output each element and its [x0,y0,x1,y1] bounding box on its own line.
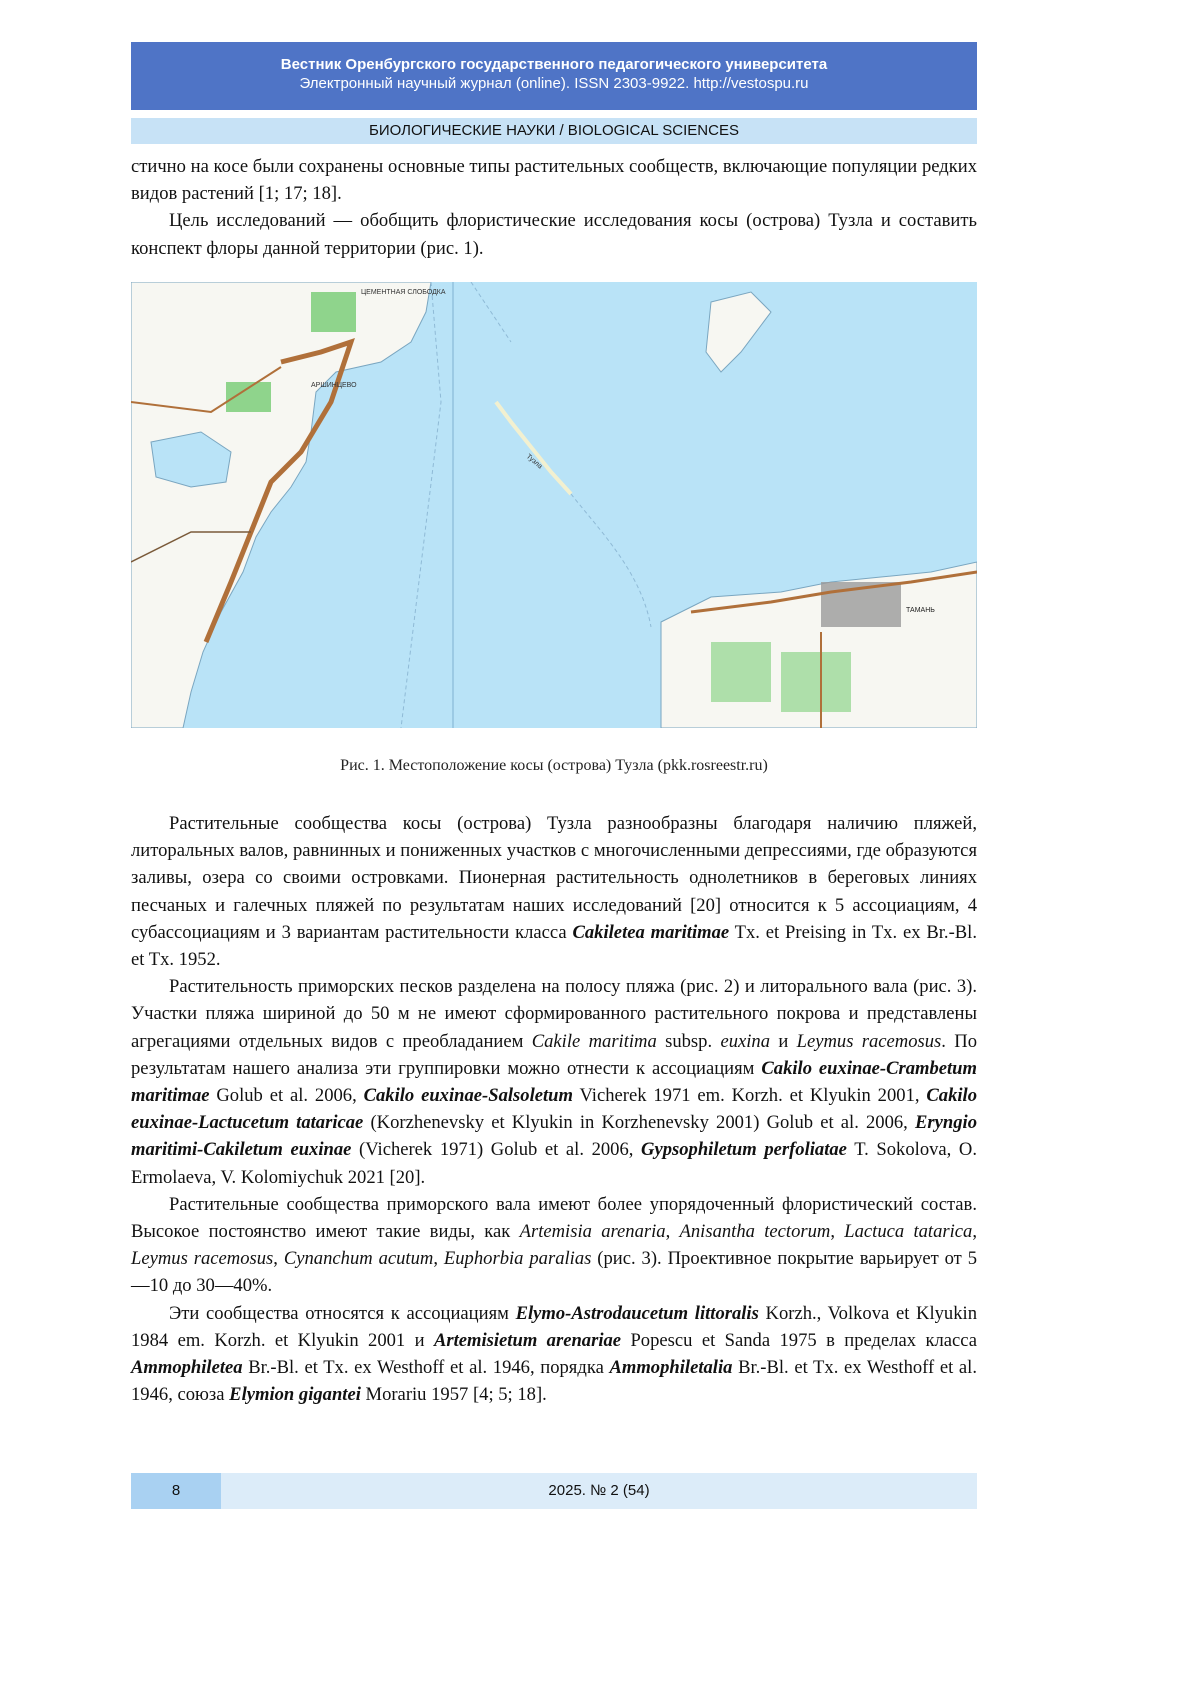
journal-subtitle: Электронный научный журнал (online). ISSN 2303-9922. http://vestospu.ru [299,75,809,92]
text-run: Растительность приморских песков разделена на полосу пляжа (рис. 2) и литорального вала (рис. 3). Участки пляжа шириной до 50 м не имеют сформированного растительного покрова и представлены агрегациями отдельных видов с преобладанием [131,976,977,1052]
body-paragraph-1 [131,810,977,973]
text-run: Golub et al. 2006, [209,1085,364,1107]
taxon-name: Artemisietum arenariae [433,1329,622,1351]
taxon-name: Cakilo euxinae-Crambetum maritimae [131,1057,977,1107]
page-number: 8 [131,1473,221,1509]
text-run: . По результатам нашего анализа эти группировки можно отнести к ассоциациям [131,1030,977,1079]
green-field [781,652,851,712]
text-run: , [830,1221,845,1243]
species-name: Cynanchum acutum [283,1248,434,1270]
text-run: T. Sokolova, O. Ermolaeva, V. Kolomiychuk 2021 [20]. [131,1139,977,1188]
text-run: Br.-Bl. et Tx. ex Westhoff et al. 1946, порядка [242,1357,610,1379]
text-run: Растительные сообщества приморского вала имеют более упорядоченный флористический состав. Высокое постоянство имеют такие виды, как [131,1193,977,1243]
taxon-name: Eryngio maritimi-Cakiletum euxinae [131,1112,977,1161]
text-run: (рис. 3). Проективное покрытие варьирует от 5—10 до 30—40%. [131,1248,978,1297]
text-run: subsp. [656,1030,721,1052]
body-text [131,810,977,1408]
section-heading: БИОЛОГИЧЕСКИЕ НАУКИ / BIOLOGICAL SCIENCES [131,118,977,144]
intro-paragraph-1: стично на косе были сохранены основные типы растительных сообществ, включающие популяции редких видов растений [1; 17; 18]. [131,156,977,205]
map-label-east: ТАМАНЬ [906,607,935,614]
species-name: Leymus racemosus [796,1030,942,1052]
taxon-name: Cakiletea maritimae [572,921,730,943]
text-run: , [972,1221,977,1243]
figure-map [131,282,977,728]
taxon-name: Gypsophiletum perfoliatae [641,1139,847,1161]
taxon-name: Cakilo euxinae-Lactucetum tataricae [131,1085,977,1134]
text-run: , [273,1248,284,1270]
text-run: Br.-Bl. et Tx. ex Westhoff et al. 1946, союза [131,1357,977,1406]
species-name: Leymus racemosus [131,1248,274,1270]
taxon-name: Ammophiletalia [609,1357,733,1379]
species-name: Anisantha tectorum [679,1221,831,1243]
text-run: Popescu et Sanda 1975 в пределах класса [621,1329,977,1351]
intro-text [131,153,977,262]
species-name: Artemisia arenaria [519,1221,666,1243]
species-name: euxina [720,1030,771,1052]
taxon-name: Ammophiletea [131,1357,243,1379]
body-paragraph-4 [131,1300,977,1409]
text-run: , [433,1248,444,1270]
species-name: Euphorbia paralias [443,1248,592,1270]
green-plot [311,292,356,332]
species-name: Lactuca tatarica [844,1221,973,1243]
taxon-name: Cakilo euxinae-Salsoletum [363,1085,573,1107]
taxon-name: Elymion gigantei [229,1384,361,1406]
text-run: Vicherek 1971 em. Korzh. et Klyukin 2001, [572,1085,927,1107]
text-run: (Korzhenevsky et Klyukin in Korzhenevsky 2001) Golub et al. 2006, [363,1112,915,1134]
text-run: и [770,1030,797,1052]
issue-label: 2025. № 2 (54) [221,1473,977,1509]
intro-paragraph-2: Цель исследований — обобщить флористические исследования косы (острова) Тузла и составить конспект флоры данной территории (рис. 1). [131,210,977,259]
journal-title: Вестник Оренбургского государственного педагогического университета [280,56,828,73]
figure-caption: Рис. 1. Местоположение косы (острова) Тузла (pkk.rosreestr.ru) [340,757,768,774]
green-field [711,642,771,702]
text-run: Растительные сообщества косы (острова) Тузла разнообразны благодаря наличию пляжей, литоральных валов, равнинных и пониженных участков с многочисленными депрессиями, где образуются заливы, озера со своими островками. Пионерная растительность однолетников в береговых линиях песчаных и галечных пляжей по результатам наших исследований [20] относится к 5 ассоциациям, 4 субассоциациям и 3 вариантам растительности класса [131,813,977,943]
map-label-island: Тузла [524,453,544,471]
map-label-top: ЦЕМЕНТНАЯ СЛОБОДКА [361,289,446,296]
text-run: Tx. et Preising in Tx. ex Br.-Bl. et Tx. 1952. [131,921,977,971]
text-run: , [665,1221,680,1243]
text-run: Korzh., Volkova et Klyukin 1984 em. Korzh. et Klyukin 2001 и [131,1302,977,1351]
map-image [131,282,977,728]
species-name: Cakile maritima [531,1030,657,1052]
text-run: Morariu 1957 [4; 5; 18]. [360,1384,547,1406]
body-paragraph-3 [131,1191,977,1300]
taxon-name: Elymo-Astrodaucetum littoralis [515,1302,759,1324]
text-run: (Vicherek 1971) Golub et al. 2006, [351,1139,642,1161]
text-run: Эти сообщества относятся к ассоциациям [169,1302,516,1324]
map-label-town: АРШИНЦЕВО [311,382,357,389]
body-paragraph-2 [131,973,977,1191]
journal-header [131,42,977,110]
